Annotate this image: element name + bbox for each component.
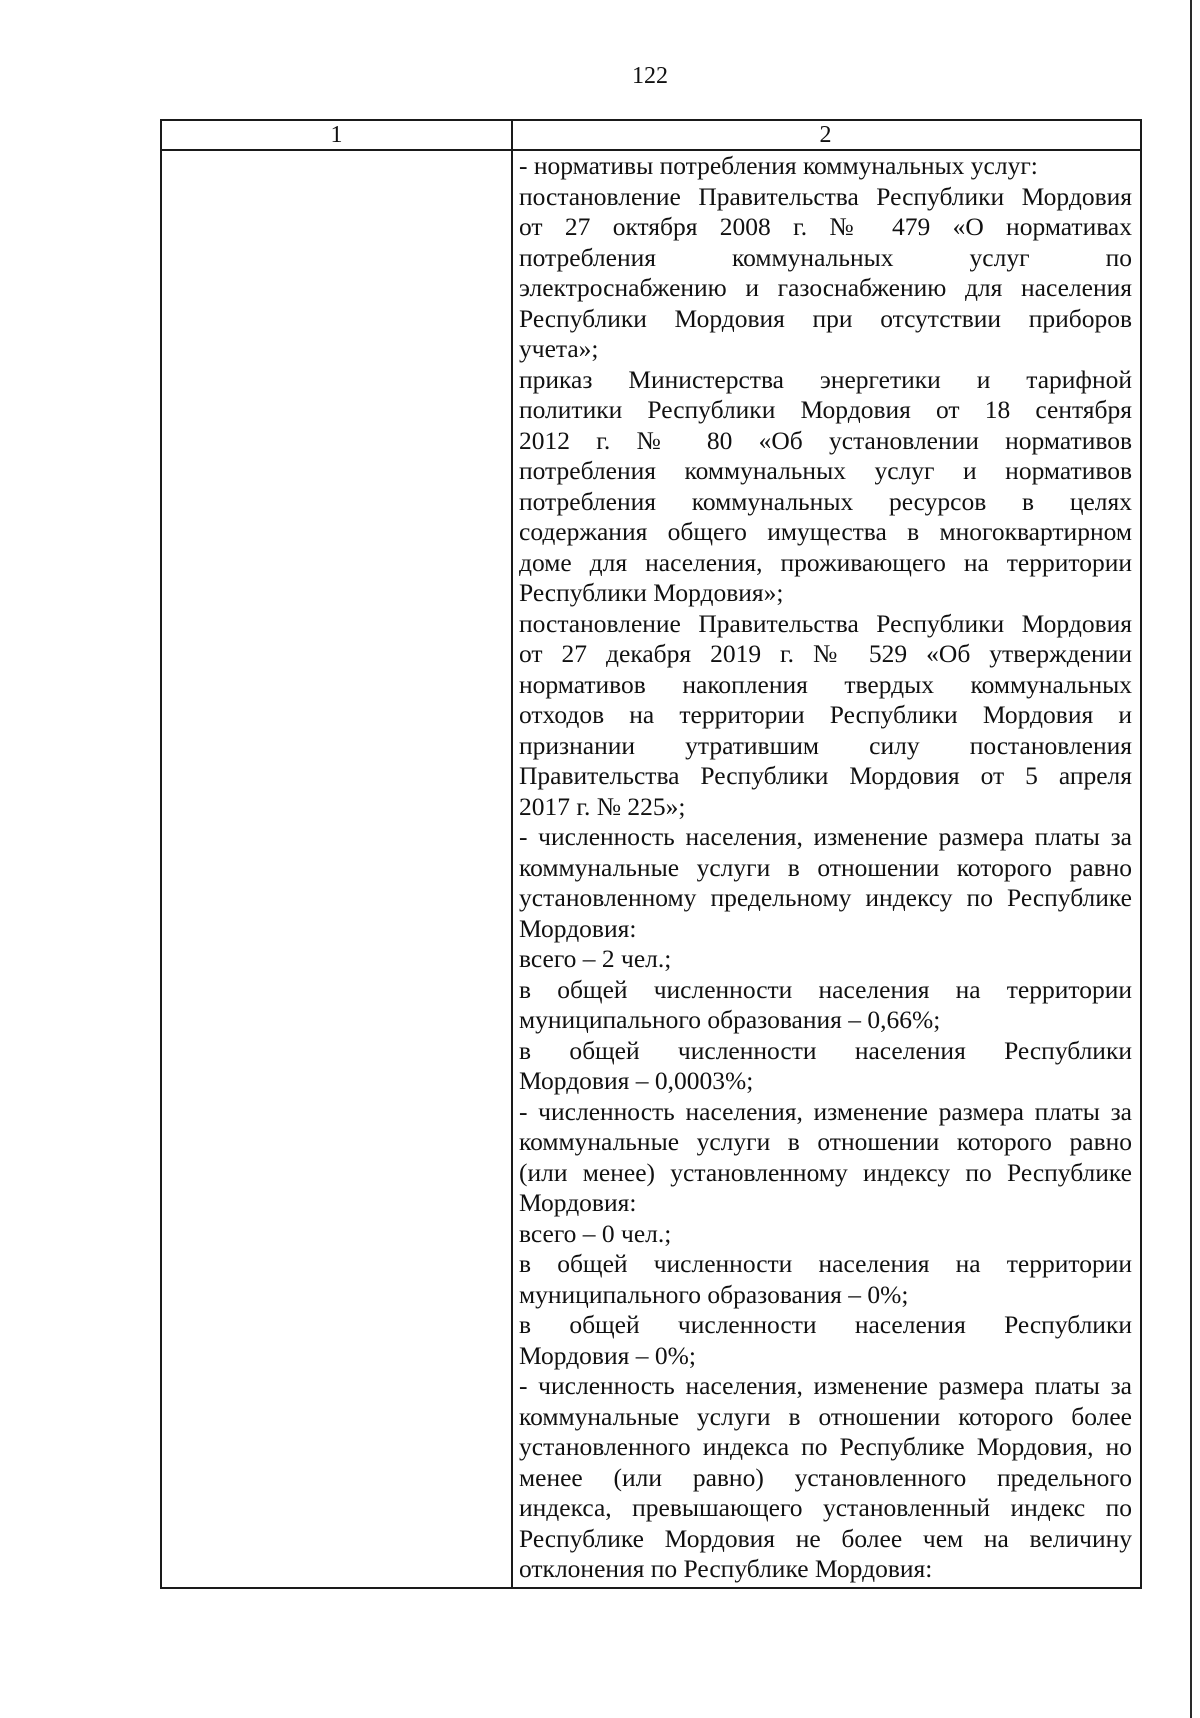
- text-line: Республики Мордовия»;: [519, 578, 784, 607]
- text-line: отходов на территории Республики Мордовия и: [519, 700, 1132, 729]
- text-line: электроснабжению и газоснабжению для населения: [519, 273, 1132, 302]
- text-line: Республике Мордовия не более чем на величину: [519, 1523, 1132, 1553]
- text-line: от 27 декабря 2019 г. № 529 «Об утверждении: [519, 639, 1132, 668]
- text-line: в общей численности населения Республики: [519, 1310, 1132, 1339]
- text-line: в общей численности населения Республики: [519, 1035, 1132, 1065]
- text-line: (или менее) установленному индексу по Республике: [519, 1157, 1132, 1187]
- text-line: потребления коммунальных услуг и нормативов: [519, 456, 1132, 485]
- table-header-row: [162, 121, 1140, 151]
- text-line: установленного индекса по Республике Мордовия, но: [519, 1432, 1132, 1461]
- text-line: всего – 0 чел.;: [519, 1218, 672, 1248]
- text-line: содержания общего имущества в многоквартирном: [519, 517, 1132, 546]
- text-line: нормативов накопления твердых коммунальных: [519, 669, 1132, 699]
- column-divider: [511, 121, 513, 1587]
- text-line: учета»;: [519, 334, 599, 363]
- text-line: - численность населения, изменение размера платы за: [519, 822, 1132, 851]
- text-line: политики Республики Мордовия от 18 сентября: [519, 395, 1132, 424]
- text-line: - нормативы потребления коммунальных услуг:: [519, 151, 1038, 180]
- text-line: Мордовия – 0%;: [519, 1340, 696, 1370]
- text-line: потребления коммунальных услуг по: [519, 242, 1132, 272]
- scan-edge-line: [1190, 0, 1192, 1718]
- document-table: [160, 119, 1142, 1589]
- text-line: потребления коммунальных ресурсов в целях: [519, 486, 1132, 516]
- text-line: в общей численности населения на территории: [519, 974, 1132, 1004]
- text-line: индекса, превышающего установленный индекс по: [519, 1493, 1132, 1522]
- text-line: Мордовия:: [519, 1188, 637, 1217]
- table-header-col-2: 2: [819, 122, 832, 148]
- text-line: менее (или равно) установленного предельного: [519, 1462, 1132, 1492]
- text-line: 2012 г. № 80 «Об установлении нормативов: [519, 425, 1132, 455]
- page-number: 122: [632, 63, 668, 89]
- text-line: признании утратившим силу постановления: [519, 730, 1132, 760]
- text-line: доме для населения, проживающего на территории: [519, 547, 1132, 577]
- text-line: в общей численности населения на территории: [519, 1249, 1132, 1278]
- text-line: муниципального образования – 0,66%;: [519, 1005, 941, 1034]
- text-line: муниципального образования – 0%;: [519, 1279, 909, 1309]
- text-line: 2017 г. № 225»;: [519, 791, 686, 821]
- text-line: Мордовия – 0,0003%;: [519, 1066, 754, 1095]
- text-line: Правительства Республики Мордовия от 5 апреля: [519, 761, 1132, 790]
- table-cell-col-2: [519, 151, 1132, 1585]
- text-line: отклонения по Республике Мордовия:: [519, 1554, 933, 1583]
- text-line: - численность населения, изменение размера платы за: [519, 1371, 1132, 1400]
- text-line: установленному предельному индексу по Республике: [519, 883, 1132, 912]
- text-line: постановление Правительства Республики Мордовия: [519, 608, 1132, 638]
- table-header-col-1: 1: [330, 122, 343, 148]
- text-line: всего – 2 чел.;: [519, 944, 672, 973]
- text-line: постановление Правительства Республики Мордовия: [519, 181, 1132, 211]
- text-line: приказ Министерства энергетики и тарифной: [519, 364, 1132, 394]
- text-line: коммунальные услуги в отношении которого равно: [519, 852, 1132, 882]
- text-line: Мордовия:: [519, 913, 637, 943]
- text-line: Республики Мордовия при отсутствии приборов: [519, 303, 1132, 333]
- text-line: коммунальные услуги в отношении которого более: [519, 1401, 1132, 1431]
- text-line: коммунальные услуги в отношении которого равно: [519, 1127, 1132, 1156]
- text-line: от 27 октября 2008 г. № 479 «О нормативах: [519, 212, 1132, 241]
- text-line: - численность населения, изменение размера платы за: [519, 1096, 1132, 1126]
